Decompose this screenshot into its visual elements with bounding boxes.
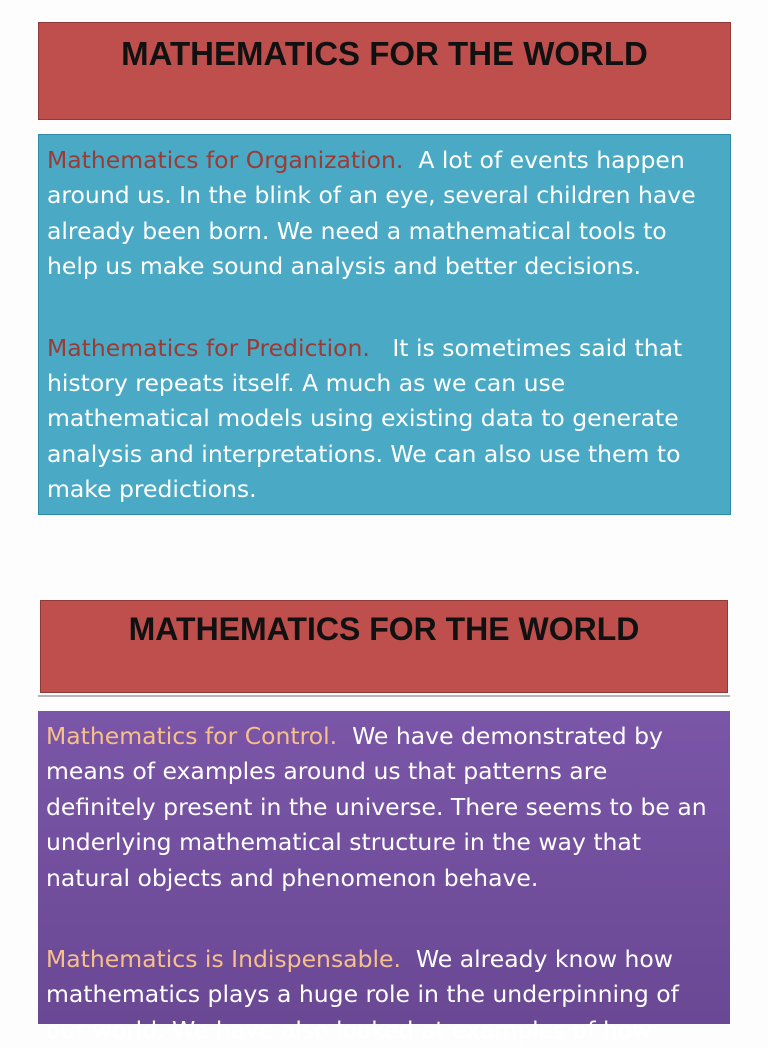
body-indispensable: We already know how mathematics plays a huge role in the underpinning of our world. We have also looked at examples of how [46,945,679,1044]
body-control: We have demonstrated by means of examples around us that patterns are definitely present in the universe. There seems to be an underlying mathematical structure in the way that natural objects and phenomenon behave. [46,722,707,892]
slide1-title: MATHEMATICS FOR THE WORLD [121,35,648,72]
slide2-title-box [40,600,728,693]
body-organization: A lot of events happen around us. In the blink of an eye, several children have already been born. We need a mathematical tools to help us make sound analysis and better decisions. [47,146,696,281]
body-prediction: It is sometimes said that history repeats itself. A much as we can use mathematical models using existing data to generate analysis and interpretations. We can also use them to make predictions. [47,333,683,504]
paragraph-organization [47,143,722,285]
slide1-title-box [38,22,731,120]
lead-control: Mathematics for Control. [46,722,338,750]
paragraph-control [46,719,722,896]
slide-divider [38,695,730,697]
paragraph-indispensable [46,942,722,1048]
lead-indispensable: Mathematics is Indispensable. [46,945,401,974]
paragraph-prediction [47,331,722,508]
lead-prediction: Mathematics for Prediction. [47,333,370,362]
slide1-content-box [38,134,731,515]
lead-organization: Mathematics for Organization. [47,146,404,174]
slide2-title: MATHEMATICS FOR THE WORLD [128,611,640,647]
slide2-content-box [38,711,730,1044]
